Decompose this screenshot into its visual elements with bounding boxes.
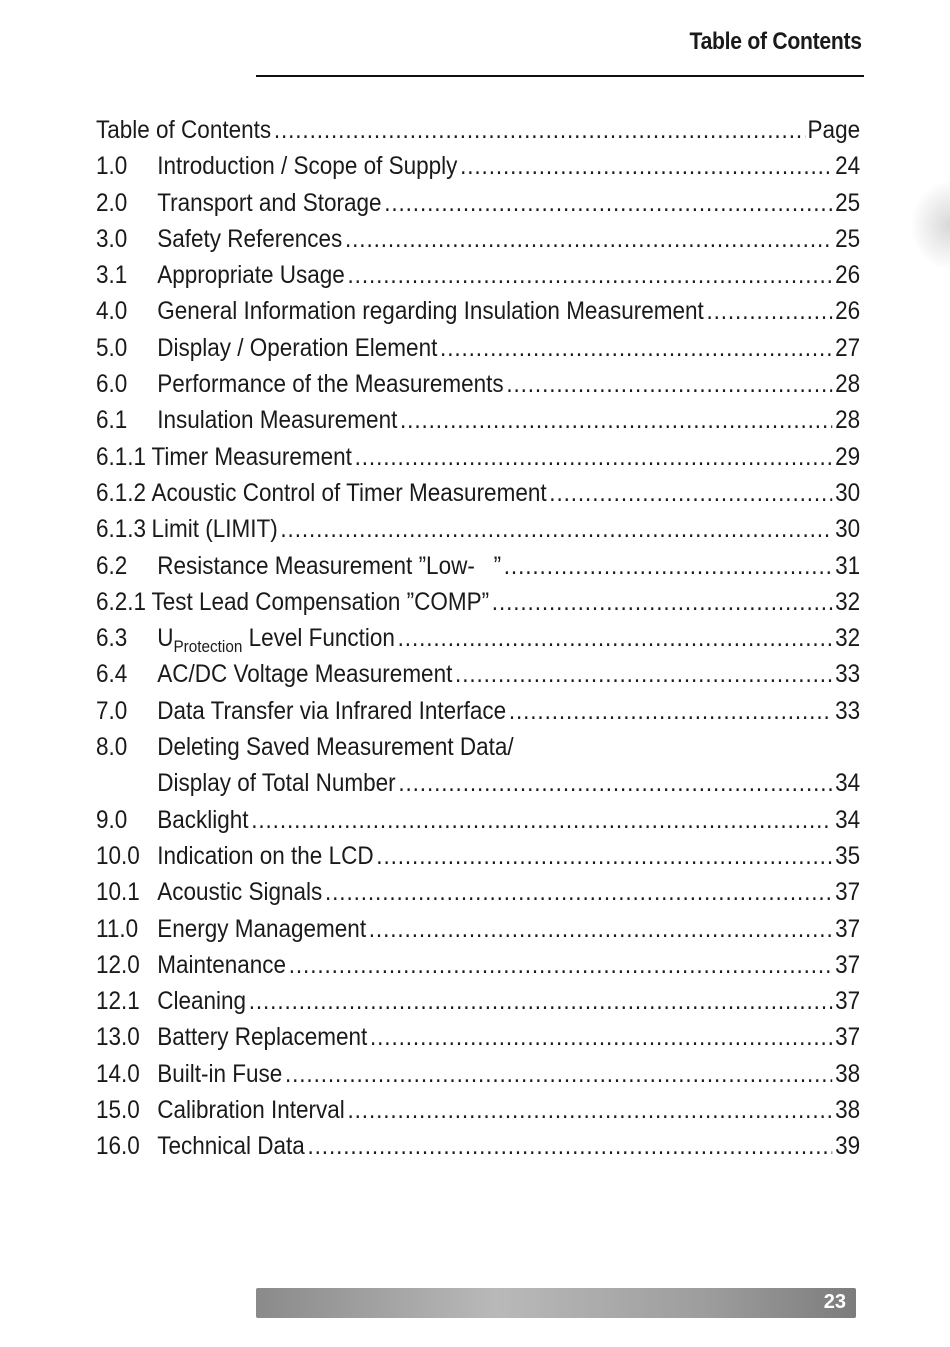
toc-entry xyxy=(96,293,860,329)
toc-header-row xyxy=(96,112,860,148)
dot-leader xyxy=(376,838,832,874)
page-number-ref: 34 xyxy=(835,805,861,834)
section-number: 6.2 xyxy=(96,551,128,580)
dot-leader xyxy=(549,475,832,511)
dot-leader xyxy=(440,330,832,366)
dot-leader xyxy=(504,548,833,584)
dot-leader xyxy=(345,221,832,257)
toc-entry xyxy=(96,1056,860,1092)
page-number-ref: 32 xyxy=(835,624,861,653)
page-number-ref: 37 xyxy=(835,878,861,907)
scan-edge-shadow xyxy=(910,180,950,270)
section-title: Performance of the Measurements xyxy=(157,370,504,399)
table-of-contents xyxy=(96,112,860,1165)
dot-leader xyxy=(289,947,833,983)
section-number: 2.0 xyxy=(96,188,128,217)
section-title: Built-in Fuse xyxy=(157,1059,283,1088)
toc-entry xyxy=(96,330,860,366)
section-number: 9.0 xyxy=(96,805,128,834)
dot-leader xyxy=(369,911,833,947)
page-number-ref: 39 xyxy=(835,1132,861,1161)
page-number-ref: 33 xyxy=(835,660,861,689)
section-title: Introduction / Scope of Supply xyxy=(157,152,458,181)
section-title: Resistance Measurement ”Low- ” xyxy=(157,551,502,580)
section-number: 6.4 xyxy=(96,660,128,689)
dot-leader xyxy=(455,656,832,692)
section-number: 15.0 xyxy=(96,1096,140,1125)
dot-leader xyxy=(347,1092,832,1128)
page-number-ref: 29 xyxy=(835,442,861,471)
dot-leader xyxy=(509,693,833,729)
section-title: Cleaning xyxy=(157,987,247,1016)
toc-entry xyxy=(96,584,860,620)
toc-entry xyxy=(96,947,860,983)
toc-entry xyxy=(96,693,860,729)
section-number: 14.0 xyxy=(96,1059,140,1088)
dot-leader xyxy=(280,511,832,547)
toc-entry xyxy=(96,439,860,475)
section-number: 6.3 xyxy=(96,624,128,653)
section-number: 4.0 xyxy=(96,297,128,326)
section-number: 16.0 xyxy=(96,1132,140,1161)
page-number-ref: 38 xyxy=(835,1096,861,1125)
section-title: Technical Data xyxy=(157,1132,305,1161)
section-number: 12.1 xyxy=(96,987,140,1016)
toc-entry xyxy=(96,874,860,910)
dot-leader xyxy=(370,1019,832,1055)
page-number-ref: 37 xyxy=(835,1023,861,1052)
section-title: Calibration Interval xyxy=(157,1096,345,1125)
dot-leader xyxy=(492,584,833,620)
dot-leader xyxy=(348,257,833,293)
toc-entry xyxy=(96,1092,860,1128)
page-number-ref: 24 xyxy=(835,152,861,181)
section-title: Timer Measurement xyxy=(151,442,352,471)
toc-entry xyxy=(96,729,860,765)
section-title: Display of Total Number xyxy=(157,769,396,798)
dot-leader xyxy=(460,148,832,184)
toc-entry xyxy=(96,802,860,838)
section-number: 7.0 xyxy=(96,696,128,725)
page-number-ref: 27 xyxy=(835,333,861,362)
page-number-ref: 37 xyxy=(835,987,861,1016)
section-title: Energy Management xyxy=(157,914,367,943)
section-title: Backlight xyxy=(157,805,249,834)
header-title: Table of Contents xyxy=(689,28,862,55)
section-number: 6.1.2 xyxy=(96,478,147,507)
dot-leader xyxy=(706,293,832,329)
toc-entry xyxy=(96,983,860,1019)
toc-entry xyxy=(96,1019,860,1055)
section-number: 11.0 xyxy=(96,914,139,943)
toc-entry xyxy=(96,185,860,221)
dot-leader xyxy=(285,1056,832,1092)
page-number-ref: 25 xyxy=(835,188,861,217)
section-number: 6.2.1 xyxy=(96,587,147,616)
section-title: Data Transfer via Infrared Interface xyxy=(157,696,507,725)
page-number: 23 xyxy=(823,1291,846,1313)
section-title: Limit (LIMIT) xyxy=(151,515,278,544)
page-number-ref: 37 xyxy=(835,914,861,943)
section-number: 1.0 xyxy=(96,152,128,181)
page-number-ref: 34 xyxy=(835,769,861,798)
section-title: Deleting Saved Measurement Data/ xyxy=(157,733,514,762)
section-number: 10.0 xyxy=(96,841,140,870)
section-title: Indication on the LCD xyxy=(157,841,374,870)
page-number-ref: 31 xyxy=(835,551,861,580)
section-title: General Information regarding Insulation Measurement xyxy=(157,297,704,326)
section-title-subscript: Protection xyxy=(173,637,243,657)
section-number: 12.0 xyxy=(96,950,140,979)
toc-entry xyxy=(96,1128,860,1164)
dot-leader xyxy=(400,402,832,438)
section-number: 3.1 xyxy=(96,261,128,290)
section-number: 13.0 xyxy=(96,1023,140,1052)
dot-leader xyxy=(355,439,833,475)
section-number: 6.1.1 xyxy=(96,442,147,471)
section-number: 6.1.3 xyxy=(96,515,147,544)
toc-entry xyxy=(96,402,860,438)
toc-entry xyxy=(96,838,860,874)
section-number: 5.0 xyxy=(96,333,128,362)
toc-entry xyxy=(96,548,860,584)
toc-entry xyxy=(96,511,860,547)
page-column-label: Page xyxy=(807,116,861,144)
page-number-ref: 26 xyxy=(835,297,861,326)
section-title: Test Lead Compensation ”COMP” xyxy=(151,587,490,616)
toc-entry xyxy=(96,221,860,257)
dot-leader xyxy=(274,112,805,148)
section-number: 3.0 xyxy=(96,224,128,253)
page-number-ref: 35 xyxy=(835,841,861,870)
page-number-ref: 32 xyxy=(835,587,861,616)
dot-leader xyxy=(398,620,833,656)
page-number-ref: 26 xyxy=(835,261,861,290)
section-title: AC/DC Voltage Measurement xyxy=(157,660,453,689)
dot-leader xyxy=(398,765,832,801)
page-number-ref: 25 xyxy=(835,224,861,253)
dot-leader xyxy=(249,983,833,1019)
toc-entry xyxy=(96,148,860,184)
toc-entry xyxy=(96,257,860,293)
section-title-main: U xyxy=(157,624,174,653)
page-number-ref: 37 xyxy=(835,950,861,979)
dot-leader xyxy=(251,802,832,838)
section-title: Safety References xyxy=(157,224,343,253)
section-title: Battery Replacement xyxy=(157,1023,368,1052)
dot-leader xyxy=(325,874,832,910)
page-number-ref: 30 xyxy=(835,515,861,544)
toc-entry xyxy=(96,620,860,656)
section-title: Transport and Storage xyxy=(157,188,382,217)
section-title-rest: Level Function xyxy=(242,624,395,653)
dot-leader xyxy=(384,185,832,221)
toc-heading: Table of Contents xyxy=(96,116,272,144)
section-title: Acoustic Control of Timer Measurement xyxy=(151,478,547,507)
section-title: Maintenance xyxy=(157,950,287,979)
section-number: 10.1 xyxy=(96,878,140,907)
section-number: 8.0 xyxy=(96,733,128,762)
section-title: Appropriate Usage xyxy=(157,261,345,290)
page-number-ref: 33 xyxy=(835,696,861,725)
dot-leader xyxy=(307,1128,832,1164)
section-title: Insulation Measurement xyxy=(157,406,398,435)
toc-entry xyxy=(96,656,860,692)
dot-leader xyxy=(506,366,832,402)
page-number-ref: 28 xyxy=(835,406,861,435)
header-divider xyxy=(256,75,864,77)
toc-entry xyxy=(96,475,860,511)
footer-bar xyxy=(256,1288,856,1318)
page-number-ref: 38 xyxy=(835,1059,861,1088)
section-number: 6.0 xyxy=(96,370,128,399)
toc-entry xyxy=(96,765,860,801)
section-title: Display / Operation Element xyxy=(157,333,438,362)
page-number-ref: 28 xyxy=(835,370,861,399)
page-number-ref: 30 xyxy=(835,478,861,507)
section-number: 6.1 xyxy=(96,406,128,435)
section-title: Acoustic Signals xyxy=(157,878,323,907)
toc-entry xyxy=(96,366,860,402)
toc-entry xyxy=(96,911,860,947)
